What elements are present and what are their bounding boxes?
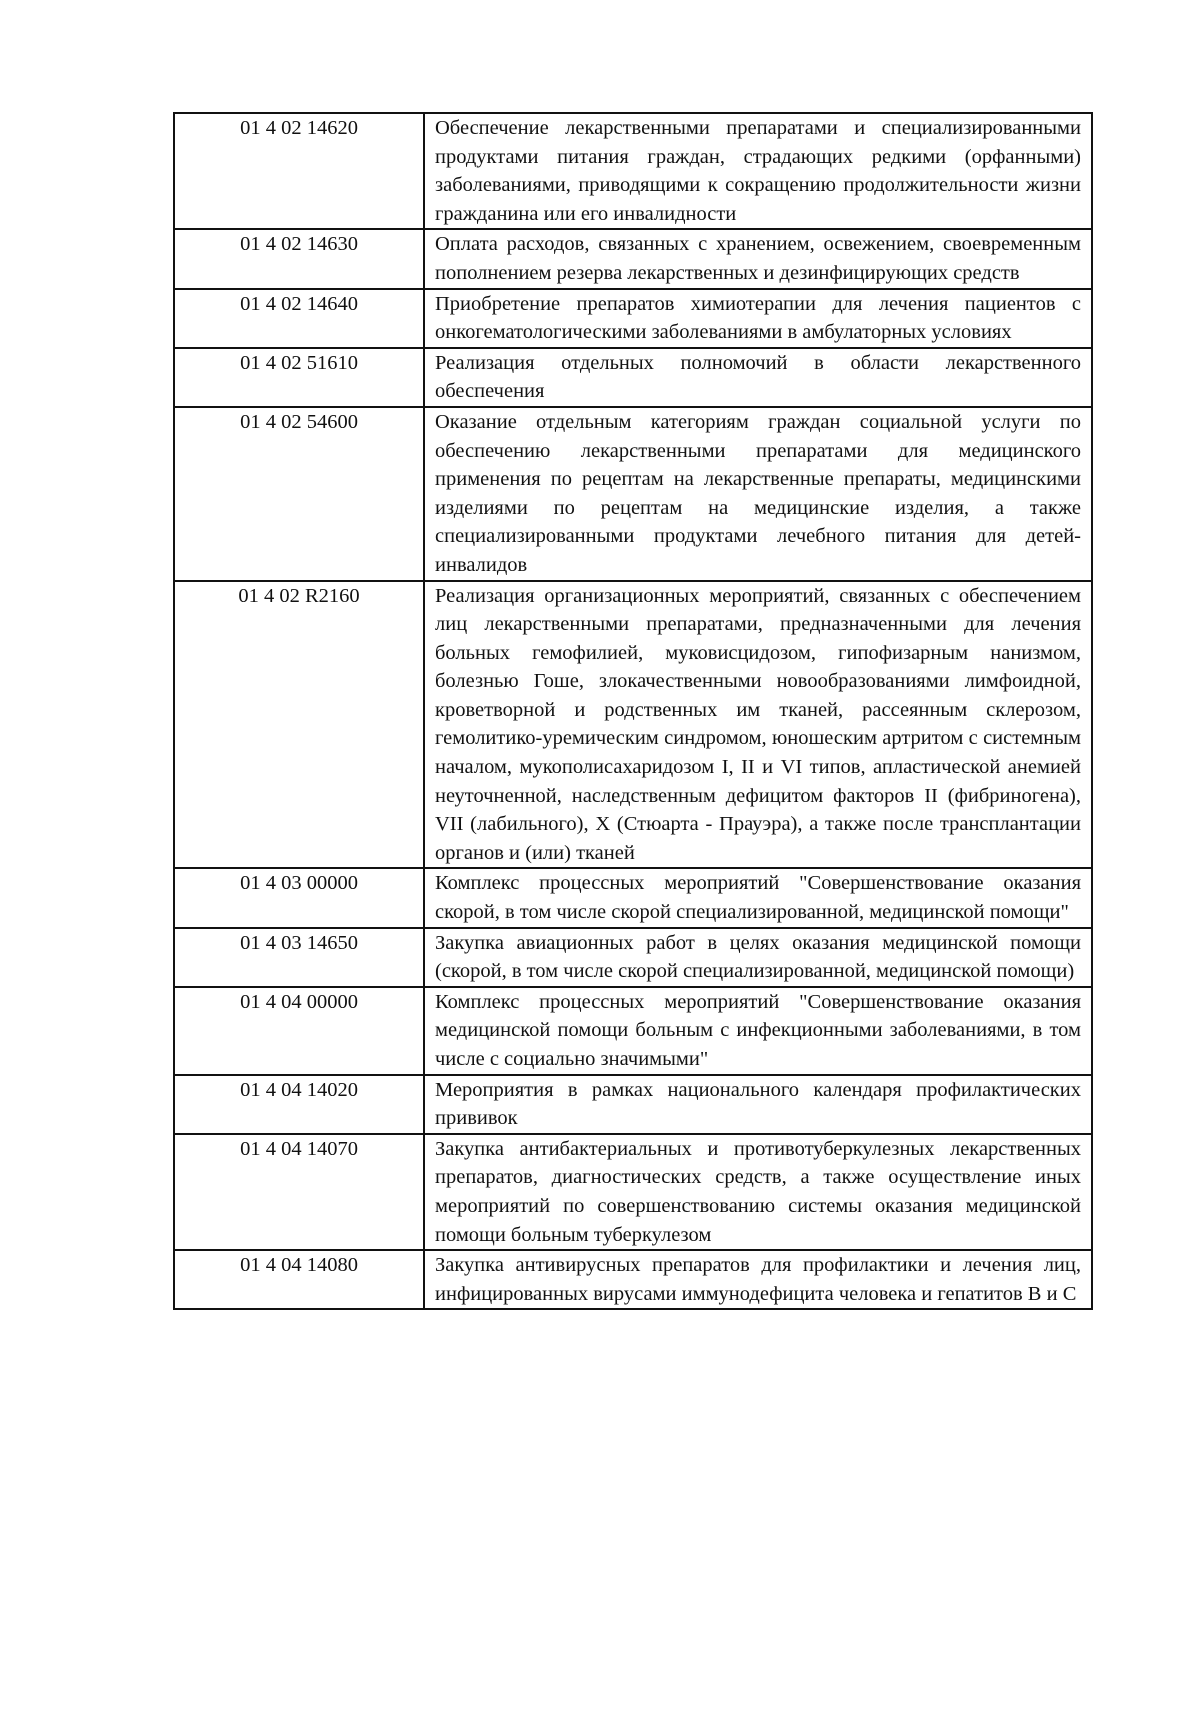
code-cell: 01 4 03 14650	[174, 928, 424, 987]
description-cell: Закупка авиационных работ в целях оказания медицинской помощи (скорой, в том числе скорой специализированной, медицинской помощи)	[424, 928, 1092, 987]
code-cell: 01 4 02 54600	[174, 407, 424, 581]
description-cell: Комплекс процессных мероприятий "Совершенствование оказания медицинской помощи больным с инфекционными заболеваниями, в том числе с социально значимыми"	[424, 987, 1092, 1075]
table-row	[174, 407, 1092, 581]
table-row	[174, 868, 1092, 927]
table-row	[174, 1250, 1092, 1309]
code-cell: 01 4 03 00000	[174, 868, 424, 927]
description-cell: Закупка антибактериальных и противотуберкулезных лекарственных препаратов, диагностических средств, а также осуществление иных мероприятий по совершенствованию системы оказания медицинской помощи больным туберкулезом	[424, 1134, 1092, 1250]
description-cell: Реализация организационных мероприятий, связанных с обеспечением лиц лекарственными препаратами, предназначенными для лечения больных гемофилией, муковисцидозом, гипофизарным нанизмом, болезнью Гоше, злокачественными новообразованиями лимфоидной, кроветворной и родственных им тканей, рассеянным склерозом, гемолитико-уремическим синдромом, юношеским артритом с системным началом, мукополисахаридозом I, II и VI типов, апластической анемией неуточненной, наследственным дефицитом факторов II (фибриногена), VII (лабильного), X (Стюарта - Прауэра), а также после трансплантации органов и (или) тканей	[424, 581, 1092, 869]
code-cell: 01 4 04 14020	[174, 1075, 424, 1134]
code-cell: 01 4 02 14620	[174, 113, 424, 229]
description-cell: Обеспечение лекарственными препаратами и специализированными продуктами питания граждан, страдающих редкими (орфанными) заболеваниями, приводящими к сокращению продолжительности жизни гражданина или его инвалидности	[424, 113, 1092, 229]
description-cell: Оплата расходов, связанных с хранением, освежением, своевременным пополнением резерва лекарственных и дезинфицирующих средств	[424, 229, 1092, 288]
table-row	[174, 229, 1092, 288]
table-row	[174, 113, 1092, 229]
code-cell: 01 4 04 14070	[174, 1134, 424, 1250]
table-row	[174, 581, 1092, 869]
description-cell: Мероприятия в рамках национального календаря профилактических прививок	[424, 1075, 1092, 1134]
code-cell: 01 4 02 14640	[174, 289, 424, 348]
code-cell: 01 4 02 51610	[174, 348, 424, 407]
table-row	[174, 348, 1092, 407]
description-cell: Оказание отдельным категориям граждан социальной услуги по обеспечению лекарственными препаратами для медицинского применения по рецептам на лекарственные препараты, медицинскими изделиями по рецептам на медицинские изделия, а также специализированными продуктами лечебного питания для детей-инвалидов	[424, 407, 1092, 581]
table-row	[174, 1075, 1092, 1134]
description-cell: Комплекс процессных мероприятий "Совершенствование оказания скорой, в том числе скорой специализированной, медицинской помощи"	[424, 868, 1092, 927]
budget-code-table	[173, 112, 1093, 1310]
code-cell: 01 4 04 00000	[174, 987, 424, 1075]
table-row	[174, 928, 1092, 987]
description-cell: Приобретение препаратов химиотерапии для лечения пациентов с онкогематологическими заболеваниями в амбулаторных условиях	[424, 289, 1092, 348]
description-cell: Реализация отдельных полномочий в области лекарственного обеспечения	[424, 348, 1092, 407]
description-cell: Закупка антивирусных препаратов для профилактики и лечения лиц, инфицированных вирусами иммунодефицита человека и гепатитов B и C	[424, 1250, 1092, 1309]
code-cell: 01 4 02 R2160	[174, 581, 424, 869]
table-row	[174, 1134, 1092, 1250]
table-row	[174, 289, 1092, 348]
code-cell: 01 4 04 14080	[174, 1250, 424, 1309]
table-row	[174, 987, 1092, 1075]
code-cell: 01 4 02 14630	[174, 229, 424, 288]
